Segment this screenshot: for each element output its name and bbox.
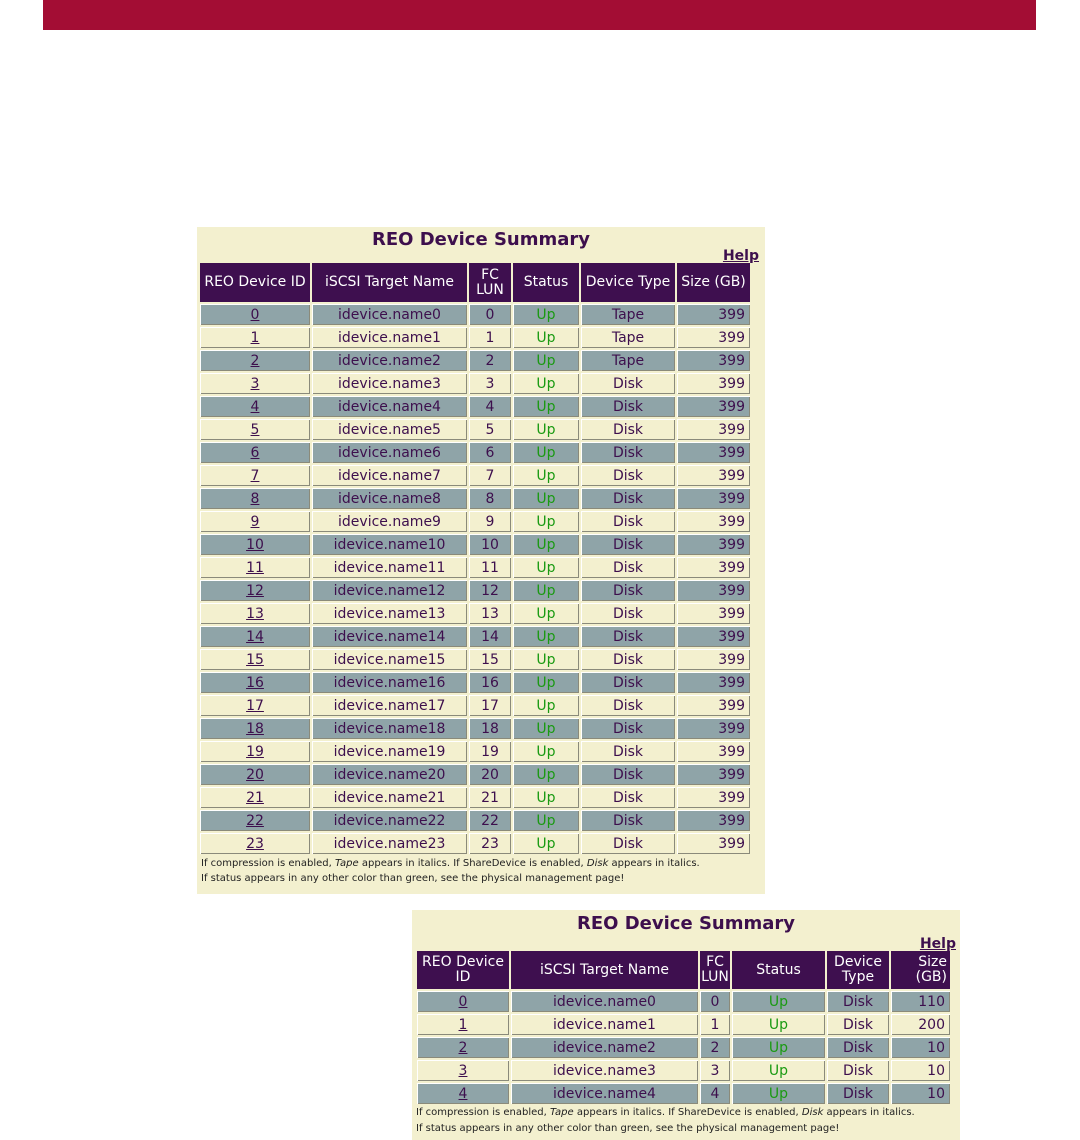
status-cell: Up (513, 764, 579, 785)
target-name-cell: idevice.name14 (312, 626, 467, 647)
fc-lun-cell: 4 (700, 1083, 730, 1104)
fc-lun-cell: 5 (469, 419, 511, 440)
target-name-cell: idevice.name7 (312, 465, 467, 486)
size-cell: 399 (677, 833, 750, 854)
device-id-link[interactable]: 21 (246, 789, 264, 806)
device-id-link[interactable]: 13 (246, 605, 264, 622)
device-type-cell: Disk (827, 991, 889, 1012)
target-name-cell: idevice.name4 (511, 1083, 698, 1104)
size-cell: 399 (677, 534, 750, 555)
status-cell: Up (513, 511, 579, 532)
table-row (200, 672, 750, 693)
fc-lun-cell: 8 (469, 488, 511, 509)
device-type-cell: Disk (827, 1014, 889, 1035)
note-tape: Tape (550, 1107, 574, 1118)
size-cell: 10 (891, 1037, 950, 1058)
status-note: If status appears in any other color than green, see the physical management page! (201, 873, 625, 884)
status-cell: Up (513, 419, 579, 440)
top-banner (43, 0, 1036, 30)
device-id-cell (200, 787, 310, 808)
device-id-cell (200, 465, 310, 486)
device-id-link[interactable]: 11 (246, 559, 264, 576)
device-type-cell: Disk (581, 465, 675, 486)
device-id-cell (200, 327, 310, 348)
target-name-cell: idevice.name18 (312, 718, 467, 739)
device-id-link[interactable]: 16 (246, 674, 264, 691)
status-cell: Up (513, 741, 579, 762)
status-cell: Up (513, 327, 579, 348)
fc-lun-cell: 21 (469, 787, 511, 808)
device-id-link[interactable]: 14 (246, 628, 264, 645)
device-id-link[interactable]: 3 (250, 375, 260, 392)
device-id-cell (417, 1037, 509, 1058)
fc-lun-cell: 12 (469, 580, 511, 601)
target-name-cell: idevice.name11 (312, 557, 467, 578)
status-cell: Up (513, 787, 579, 808)
device-id-cell (200, 511, 310, 532)
status-cell: Up (732, 1037, 825, 1058)
device-id-cell (417, 1083, 509, 1104)
device-type-cell: Disk (581, 764, 675, 785)
compression-note (412, 1106, 960, 1120)
fc-lun-cell: 17 (469, 695, 511, 716)
target-name-cell: idevice.name4 (312, 396, 467, 417)
status-cell: Up (513, 649, 579, 670)
panel-title-row (412, 910, 960, 952)
size-cell: 399 (677, 626, 750, 647)
fc-lun-cell: 3 (700, 1060, 730, 1081)
panel-title: REO Device Summary (577, 913, 795, 934)
table-row (200, 741, 750, 762)
device-id-link[interactable]: 2 (458, 1039, 468, 1056)
device-type-cell: Disk (581, 557, 675, 578)
device-id-cell (200, 718, 310, 739)
fc-lun-cell: 0 (700, 991, 730, 1012)
device-table-body (417, 991, 950, 1104)
target-name-cell: idevice.name2 (312, 350, 467, 371)
target-name-cell: idevice.name20 (312, 764, 467, 785)
status-cell: Up (513, 810, 579, 831)
fc-lun-cell: 2 (469, 350, 511, 371)
table-header-row (200, 263, 750, 302)
target-name-cell: idevice.name13 (312, 603, 467, 624)
device-id-link[interactable]: 9 (250, 513, 260, 530)
col-header-device-type (827, 951, 889, 989)
device-id-cell (417, 991, 509, 1012)
device-id-link[interactable]: 6 (250, 444, 260, 461)
table-row (200, 787, 750, 808)
fc-lun-cell: 22 (469, 810, 511, 831)
table-row (200, 511, 750, 532)
device-id-label: REO Device ID (422, 954, 504, 985)
device-type-cell: Disk (581, 833, 675, 854)
col-header-target-name: iSCSI Target Name (511, 951, 698, 989)
device-id-link[interactable]: 22 (246, 812, 264, 829)
size-cell: 399 (677, 810, 750, 831)
status-cell: Up (513, 557, 579, 578)
status-cell: Up (513, 626, 579, 647)
fc-lun-cell: 10 (469, 534, 511, 555)
device-id-link[interactable]: 5 (250, 421, 260, 438)
device-id-cell (200, 304, 310, 325)
device-id-link[interactable]: 18 (246, 720, 264, 737)
table-row (200, 488, 750, 509)
fc-lun-cell: 1 (469, 327, 511, 348)
device-type-cell: Tape (581, 327, 675, 348)
device-id-cell (200, 557, 310, 578)
size-cell: 399 (677, 373, 750, 394)
device-id-cell (200, 396, 310, 417)
size-cell: 399 (677, 327, 750, 348)
device-id-link[interactable]: 0 (250, 306, 260, 323)
device-table (198, 261, 752, 856)
device-type-cell: Disk (827, 1037, 889, 1058)
device-summary-panel-2 (412, 910, 960, 1140)
target-name-cell: idevice.name2 (511, 1037, 698, 1058)
fc-lun-cell: 14 (469, 626, 511, 647)
device-id-link[interactable]: 0 (458, 993, 468, 1010)
device-id-link[interactable]: 17 (246, 697, 264, 714)
size-cell: 399 (677, 580, 750, 601)
status-cell: Up (513, 396, 579, 417)
device-type-cell: Disk (581, 580, 675, 601)
device-type-cell: Disk (581, 511, 675, 532)
status-cell: Up (732, 1083, 825, 1104)
col-header-target-name: iSCSI Target Name (312, 263, 467, 302)
size-cell: 399 (677, 695, 750, 716)
status-cell: Up (732, 991, 825, 1012)
device-id-cell (200, 442, 310, 463)
device-id-link[interactable]: 4 (458, 1085, 468, 1102)
target-name-cell: idevice.name5 (312, 419, 467, 440)
size-cell: 110 (891, 991, 950, 1012)
col-header-device-id (417, 951, 509, 989)
status-cell: Up (513, 695, 579, 716)
device-id-cell (200, 603, 310, 624)
device-type-cell: Disk (581, 396, 675, 417)
col-header-size: Size (GB) (677, 263, 750, 302)
target-name-cell: idevice.name1 (312, 327, 467, 348)
fc-lun-cell: 20 (469, 764, 511, 785)
fc-lun-cell: 7 (469, 465, 511, 486)
device-type-cell: Disk (581, 442, 675, 463)
size-cell: 399 (677, 511, 750, 532)
device-id-cell (200, 833, 310, 854)
panel-title: REO Device Summary (372, 229, 590, 250)
device-id-link[interactable]: 12 (246, 582, 264, 599)
col-header-fc-lun (700, 951, 730, 989)
table-row (200, 580, 750, 601)
table-row (200, 810, 750, 831)
note-text: If compression is enabled, (416, 1107, 550, 1118)
device-id-cell (200, 373, 310, 394)
device-id-cell (200, 810, 310, 831)
device-id-link[interactable]: 15 (246, 651, 264, 668)
target-name-cell: idevice.name10 (312, 534, 467, 555)
fc-lun-cell: 2 (700, 1037, 730, 1058)
help-link[interactable]: Help (919, 936, 956, 952)
device-id-cell (200, 488, 310, 509)
status-cell: Up (513, 580, 579, 601)
size-cell: 10 (891, 1060, 950, 1081)
note-text: If compression is enabled, (201, 858, 335, 869)
status-cell: Up (513, 304, 579, 325)
size-cell: 399 (677, 603, 750, 624)
target-name-cell: idevice.name0 (511, 991, 698, 1012)
device-summary-panel-1 (197, 227, 765, 894)
panel-title-row (197, 227, 765, 264)
size-cell: 399 (677, 557, 750, 578)
size-cell: 399 (677, 764, 750, 785)
device-type-cell: Tape (581, 304, 675, 325)
target-name-cell: idevice.name9 (312, 511, 467, 532)
device-type-cell: Disk (581, 419, 675, 440)
device-type-cell: Disk (581, 626, 675, 647)
fc-lun-label: FC LUN (701, 954, 729, 985)
device-type-cell: Disk (581, 741, 675, 762)
size-cell: 399 (677, 304, 750, 325)
note-text: appears in italics. (608, 858, 700, 869)
status-cell: Up (732, 1014, 825, 1035)
status-cell: Up (513, 373, 579, 394)
target-name-cell: idevice.name22 (312, 810, 467, 831)
device-id-link[interactable]: 23 (246, 835, 264, 852)
size-cell: 200 (891, 1014, 950, 1035)
help-link[interactable]: Help (722, 248, 759, 264)
device-table-body (200, 304, 750, 854)
size-cell: 399 (677, 741, 750, 762)
status-cell: Up (513, 350, 579, 371)
device-id-cell (200, 580, 310, 601)
col-header-device-type: Device Type (581, 263, 675, 302)
device-id-cell (200, 419, 310, 440)
size-cell: 399 (677, 419, 750, 440)
fc-lun-cell: 4 (469, 396, 511, 417)
status-cell: Up (513, 672, 579, 693)
fc-lun-label: FC LUN (476, 266, 504, 298)
device-type-cell: Disk (581, 488, 675, 509)
status-cell: Up (732, 1060, 825, 1081)
status-cell: Up (513, 718, 579, 739)
size-cell: 399 (677, 787, 750, 808)
fc-lun-cell: 9 (469, 511, 511, 532)
device-type-cell: Tape (581, 350, 675, 371)
target-name-cell: idevice.name21 (312, 787, 467, 808)
note-text: appears in italics. If ShareDevice is enabled, (358, 858, 587, 869)
device-id-link[interactable]: 3 (458, 1062, 468, 1079)
target-name-cell: idevice.name23 (312, 833, 467, 854)
fc-lun-cell: 15 (469, 649, 511, 670)
size-cell: 399 (677, 465, 750, 486)
device-id-link[interactable]: 2 (250, 352, 260, 369)
fc-lun-cell: 19 (469, 741, 511, 762)
fc-lun-cell: 16 (469, 672, 511, 693)
col-header-device-id: REO Device ID (200, 263, 310, 302)
table-row (200, 442, 750, 463)
device-id-cell (200, 649, 310, 670)
status-cell: Up (513, 534, 579, 555)
table-row (200, 419, 750, 440)
col-header-status: Status (513, 263, 579, 302)
status-cell: Up (513, 488, 579, 509)
target-name-cell: idevice.name12 (312, 580, 467, 601)
device-type-cell: Disk (581, 373, 675, 394)
col-header-fc-lun (469, 263, 511, 302)
status-note: If status appears in any other color than green, see the physical management page! (416, 1123, 840, 1134)
status-cell: Up (513, 603, 579, 624)
device-type-cell: Disk (581, 718, 675, 739)
device-id-cell (417, 1060, 509, 1081)
table-row (200, 764, 750, 785)
device-id-link[interactable]: 19 (246, 743, 264, 760)
size-cell: 399 (677, 396, 750, 417)
target-name-cell: idevice.name17 (312, 695, 467, 716)
table-row (200, 649, 750, 670)
table-row (417, 991, 950, 1012)
device-type-cell: Disk (581, 603, 675, 624)
device-id-cell (417, 1014, 509, 1035)
fc-lun-cell: 0 (469, 304, 511, 325)
device-id-link[interactable]: 20 (246, 766, 264, 783)
device-id-link[interactable]: 4 (250, 398, 260, 415)
device-id-cell (200, 764, 310, 785)
device-id-cell (200, 626, 310, 647)
note-disk: Disk (801, 1107, 824, 1118)
device-type-cell: Disk (581, 672, 675, 693)
table-row (200, 626, 750, 647)
device-type-cell: Disk (827, 1083, 889, 1104)
table-row (200, 327, 750, 348)
table-row (200, 557, 750, 578)
device-type-label: Device Type (834, 954, 882, 985)
status-cell: Up (513, 442, 579, 463)
table-row (200, 396, 750, 417)
target-name-cell: idevice.name19 (312, 741, 467, 762)
fc-lun-cell: 13 (469, 603, 511, 624)
table-row (200, 718, 750, 739)
device-type-cell: Disk (827, 1060, 889, 1081)
device-type-cell: Disk (581, 695, 675, 716)
target-name-cell: idevice.name6 (312, 442, 467, 463)
status-cell: Up (513, 833, 579, 854)
device-type-cell: Disk (581, 787, 675, 808)
size-cell: 399 (677, 672, 750, 693)
device-id-link[interactable]: 10 (246, 536, 264, 553)
table-row (200, 350, 750, 371)
col-header-status: Status (732, 951, 825, 989)
device-id-cell (200, 350, 310, 371)
fc-lun-cell: 23 (469, 833, 511, 854)
device-id-link[interactable]: 8 (250, 490, 260, 507)
size-cell: 399 (677, 488, 750, 509)
target-name-cell: idevice.name3 (312, 373, 467, 394)
device-type-cell: Disk (581, 810, 675, 831)
device-id-link[interactable]: 7 (250, 467, 260, 484)
table-row (200, 603, 750, 624)
device-id-cell (200, 672, 310, 693)
device-table (415, 949, 952, 1106)
size-cell: 399 (677, 442, 750, 463)
size-cell: 399 (677, 649, 750, 670)
table-row (417, 1060, 950, 1081)
device-type-cell: Disk (581, 534, 675, 555)
table-row (417, 1037, 950, 1058)
status-cell: Up (513, 465, 579, 486)
target-name-cell: idevice.name0 (312, 304, 467, 325)
size-cell: 10 (891, 1083, 950, 1104)
note-tape: Tape (335, 858, 359, 869)
fc-lun-cell: 3 (469, 373, 511, 394)
table-row (200, 833, 750, 854)
note-text: appears in italics. If ShareDevice is enabled, (573, 1107, 802, 1118)
table-row (200, 695, 750, 716)
table-row (200, 465, 750, 486)
device-id-link[interactable]: 1 (458, 1016, 468, 1033)
fc-lun-cell: 11 (469, 557, 511, 578)
fc-lun-cell: 18 (469, 718, 511, 739)
note-disk: Disk (586, 858, 609, 869)
table-row (200, 534, 750, 555)
fc-lun-cell: 1 (700, 1014, 730, 1035)
fc-lun-cell: 6 (469, 442, 511, 463)
target-name-cell: idevice.name15 (312, 649, 467, 670)
size-label: Size (GB) (915, 954, 947, 985)
table-row (417, 1083, 950, 1104)
target-name-cell: idevice.name8 (312, 488, 467, 509)
device-type-cell: Disk (581, 649, 675, 670)
size-cell: 399 (677, 718, 750, 739)
device-id-cell (200, 534, 310, 555)
device-id-link[interactable]: 1 (250, 329, 260, 346)
target-name-cell: idevice.name16 (312, 672, 467, 693)
table-header-row (417, 951, 950, 989)
table-row (200, 304, 750, 325)
device-id-cell (200, 741, 310, 762)
size-cell: 399 (677, 350, 750, 371)
table-row (417, 1014, 950, 1035)
device-id-cell (200, 695, 310, 716)
target-name-cell: idevice.name3 (511, 1060, 698, 1081)
compression-note (197, 856, 765, 872)
table-row (200, 373, 750, 394)
note-text: appears in italics. (823, 1107, 915, 1118)
target-name-cell: idevice.name1 (511, 1014, 698, 1035)
